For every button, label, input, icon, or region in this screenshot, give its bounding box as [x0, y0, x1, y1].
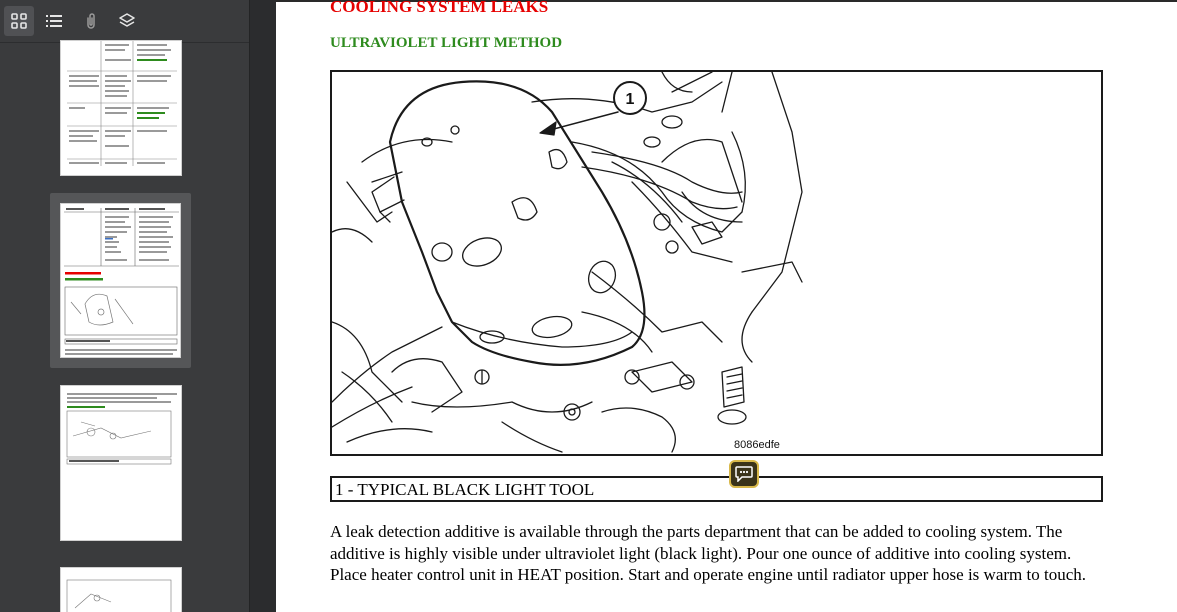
attachments-view-button[interactable]	[76, 6, 106, 36]
outline-view-button[interactable]	[39, 6, 69, 36]
figure-frame	[330, 70, 1103, 456]
callout-number: 1	[625, 91, 635, 108]
figure-image-code: 8086edfe	[734, 439, 780, 451]
outline-icon	[45, 12, 63, 30]
body-paragraph	[330, 521, 1150, 586]
sidebar-toolbar	[0, 0, 249, 43]
subheading: ULTRAVIOLET LIGHT METHOD	[330, 35, 563, 51]
sidebar-scrollbar-track[interactable]	[249, 0, 276, 612]
figure-caption-box	[330, 476, 1103, 502]
thumbnail-page-preview	[61, 568, 182, 612]
attachments-icon	[82, 12, 100, 30]
thumbnails-view-button[interactable]	[4, 6, 34, 36]
page-thumbnail-2	[60, 203, 181, 358]
page-thumbnail-2-selected[interactable]	[50, 193, 191, 368]
page-thumbnail-3[interactable]	[60, 385, 182, 541]
add-comment-button[interactable]	[729, 460, 759, 488]
thumbnails-icon	[10, 12, 28, 30]
figure-caption: 1 - TYPICAL BLACK LIGHT TOOL	[335, 480, 595, 499]
layers-icon	[118, 12, 136, 30]
thumbnail-page-preview	[61, 204, 181, 358]
body-line: additive is highly visible under ultraviolet light (black light). Pour one ounce of additive into cooling system.	[330, 543, 1072, 563]
comment-icon	[735, 466, 753, 482]
body-line: Place heater control unit in HEAT position. Start and operate engine until radiator upper hose is warm to touch.	[330, 565, 1086, 584]
document-page	[276, 0, 1177, 612]
thumbnail-table-preview	[61, 41, 182, 176]
thumbnail-sidebar	[0, 0, 249, 612]
section-heading: COOLING SYSTEM LEAKS	[330, 0, 549, 16]
black-light-tool-illustration	[332, 72, 1101, 454]
page-thumbnail-1[interactable]	[60, 40, 182, 176]
layers-view-button[interactable]	[112, 6, 142, 36]
thumbnail-page-preview	[61, 386, 182, 541]
body-line: A leak detection additive is available through the parts department that can be added to cooling system. The	[330, 522, 1063, 541]
page-thumbnail-4[interactable]	[60, 567, 182, 612]
